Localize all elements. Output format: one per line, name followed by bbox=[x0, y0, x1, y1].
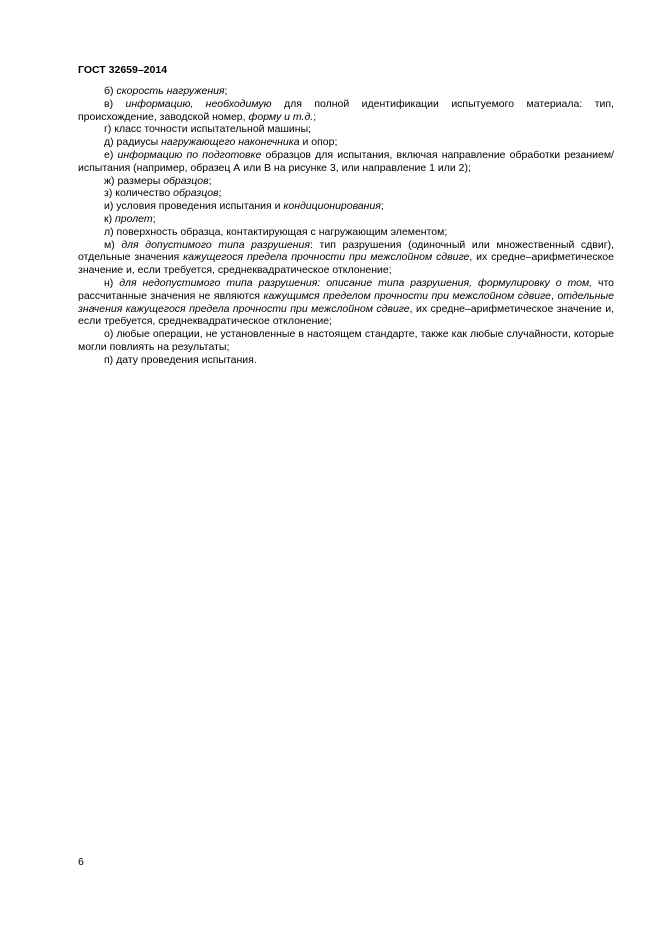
text-segment: н) bbox=[104, 276, 120, 289]
text-segment: , bbox=[551, 289, 558, 302]
document-body bbox=[78, 85, 614, 367]
list-item bbox=[78, 175, 614, 188]
italic-text: для допустимого типа разрушения bbox=[121, 238, 310, 251]
list-item bbox=[78, 98, 614, 124]
list-item bbox=[78, 149, 614, 175]
text-segment: ; bbox=[152, 212, 156, 225]
text-segment: и опор; bbox=[299, 136, 338, 149]
italic-text: кажущимся пределом прочности при межслойном сдвиге bbox=[263, 289, 552, 302]
list-item bbox=[78, 123, 614, 136]
list-item bbox=[78, 354, 614, 367]
text-segment: з) количество bbox=[104, 187, 174, 200]
text-segment: о) любые операции, не установленные в настоящем стандарте, также как любые случайности, которые могли повлиять на результаты; bbox=[78, 328, 614, 353]
text-segment: ; bbox=[313, 110, 317, 123]
text-segment: ; bbox=[208, 174, 212, 187]
italic-text: информацию по подготовке bbox=[117, 148, 262, 161]
text-segment: ; bbox=[380, 200, 384, 213]
text-segment: б) bbox=[104, 85, 117, 97]
italic-text: скорость нагружения bbox=[116, 85, 225, 97]
text-segment: в) bbox=[104, 97, 126, 110]
text-segment: д) радиусы bbox=[104, 136, 162, 149]
list-item bbox=[78, 200, 614, 213]
italic-text: кажущегося предела прочности при межслойном сдвиге bbox=[183, 251, 470, 264]
italic-text: нагружающего наконечника bbox=[161, 136, 300, 149]
italic-text: для недопустимого типа разрушения: описание типа разрушения, формулировку о том, bbox=[119, 276, 593, 289]
text-segment: м) bbox=[104, 238, 122, 251]
list-item bbox=[78, 328, 614, 354]
text-segment: , их средне–арифметическое значение и, если требуется, среднеквадратическое отклонение; bbox=[78, 251, 614, 277]
italic-text: кондиционирования bbox=[283, 200, 381, 213]
list-item bbox=[78, 213, 614, 226]
text-segment: образцов для испытания, включая направление обработки резанием/испытания (например, образец А или В на рисунке 3, или направление 1 или 2); bbox=[78, 148, 614, 174]
text-segment: , их средне–арифметическое значение и, если требуется, среднеквадратическое отклонение; bbox=[78, 302, 614, 328]
italic-text: образцов bbox=[163, 174, 209, 187]
italic-text: образцов bbox=[173, 187, 219, 200]
list-item bbox=[78, 187, 614, 200]
text-segment: ; bbox=[218, 187, 222, 200]
text-segment: е) bbox=[104, 148, 118, 161]
text-segment: и) условия проведения испытания и bbox=[104, 200, 284, 213]
italic-text: информацию, необходимую bbox=[125, 97, 272, 110]
text-segment: для полной идентификации испытуемого материала: тип, происхождение, заводской номер, bbox=[78, 97, 614, 123]
italic-text: отдельные значения кажущегося предела прочности при межслойном сдвиге bbox=[78, 289, 614, 315]
text-segment: п) дату проведения испытания. bbox=[104, 353, 257, 366]
text-segment: ж) размеры bbox=[104, 174, 164, 187]
text-segment: л) поверхность образца, контактирующая с нагружающим элементом; bbox=[104, 225, 448, 238]
list-item bbox=[78, 239, 614, 277]
list-item bbox=[78, 85, 614, 98]
list-item bbox=[78, 136, 614, 149]
list-item bbox=[78, 226, 614, 239]
italic-text: форму и т.д. bbox=[248, 110, 314, 123]
text-segment: что рассчитанные значения не являются bbox=[78, 276, 615, 302]
list-item bbox=[78, 277, 614, 328]
text-segment: : тип разрушения (одиночный или множественный сдвиг), отдельные значения bbox=[78, 238, 614, 264]
text-segment: к) bbox=[104, 212, 116, 225]
text-segment: г) класс точности испытательной машины; bbox=[104, 123, 312, 136]
page-number: 6 bbox=[78, 856, 84, 868]
text-segment: ; bbox=[224, 85, 228, 97]
document-header: ГОСТ 32659–2014 bbox=[78, 64, 168, 76]
italic-text: пролет bbox=[115, 212, 153, 225]
